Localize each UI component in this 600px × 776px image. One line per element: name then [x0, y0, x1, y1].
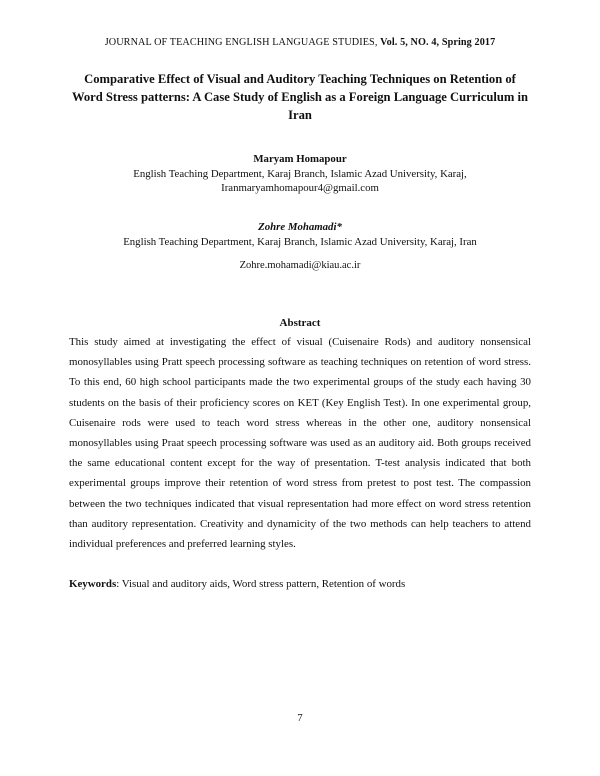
keywords-label: Keywords — [69, 578, 117, 590]
author-email: Iranmaryamhomapour4@gmail.com — [221, 182, 379, 194]
journal-volume: Vol. 5, NO. 4, Spring 2017 — [380, 37, 496, 48]
running-head — [0, 37, 600, 48]
abstract-body: This study aimed at investigating the effect of visual (Cuisenaire Rods) and auditory nonsensical monosyllables using Pratt speech processing software as teaching techniques on retention of word stress. To this end, 60 high school participants made the two experimental groups of the study each having 30 students on the basis of their proficiency scores on KET (Key English Test). In one experimental group, Cuisenaire rods were used to teach word stress whereas in the other one, auditory nonsensical monosyllables using Praat speech processing software was used as an auditory aid. Both groups received the same educational content except for the way of presentation. T-test analysis indicated that both experimental groups improve their retention of word stress from pretest to post test. The compassion between the two techniques indicated that visual representation had more effect on word stress retention than auditory representation. Creativity and dynamicity of the two methods can help teachers to attend individual preferences and preferred learning styles. — [69, 336, 531, 551]
author-affiliation: English Teaching Department, Karaj Branch, Islamic Azad University, Karaj, Iran — [123, 235, 477, 248]
abstract-heading: Abstract — [279, 317, 321, 329]
author-block-1 — [60, 152, 540, 196]
paper-title: Comparative Effect of Visual and Auditory Teaching Techniques on Retention of Word Stress patterns: A Case Study of English as a Foreign Language Curriculum in Iran — [71, 72, 529, 122]
journal-name: JOURNAL OF TEACHING ENGLISH LANGUAGE STUDIES, — [104, 37, 378, 48]
keywords-text: : Visual and auditory aids, Word stress pattern, Retention of words — [116, 578, 406, 590]
author-name: Maryam Homapour — [253, 153, 347, 165]
author-email: Zohre.mohamadi@kiau.ac.ir — [239, 260, 361, 271]
keywords — [69, 578, 531, 590]
author-affiliation: English Teaching Department, Karaj Branch, Islamic Azad University, Karaj, — [133, 167, 467, 180]
author-name: Zohre Mohamadi* — [258, 221, 342, 233]
author-block-2 — [60, 220, 540, 249]
page-number: 7 — [297, 713, 303, 724]
